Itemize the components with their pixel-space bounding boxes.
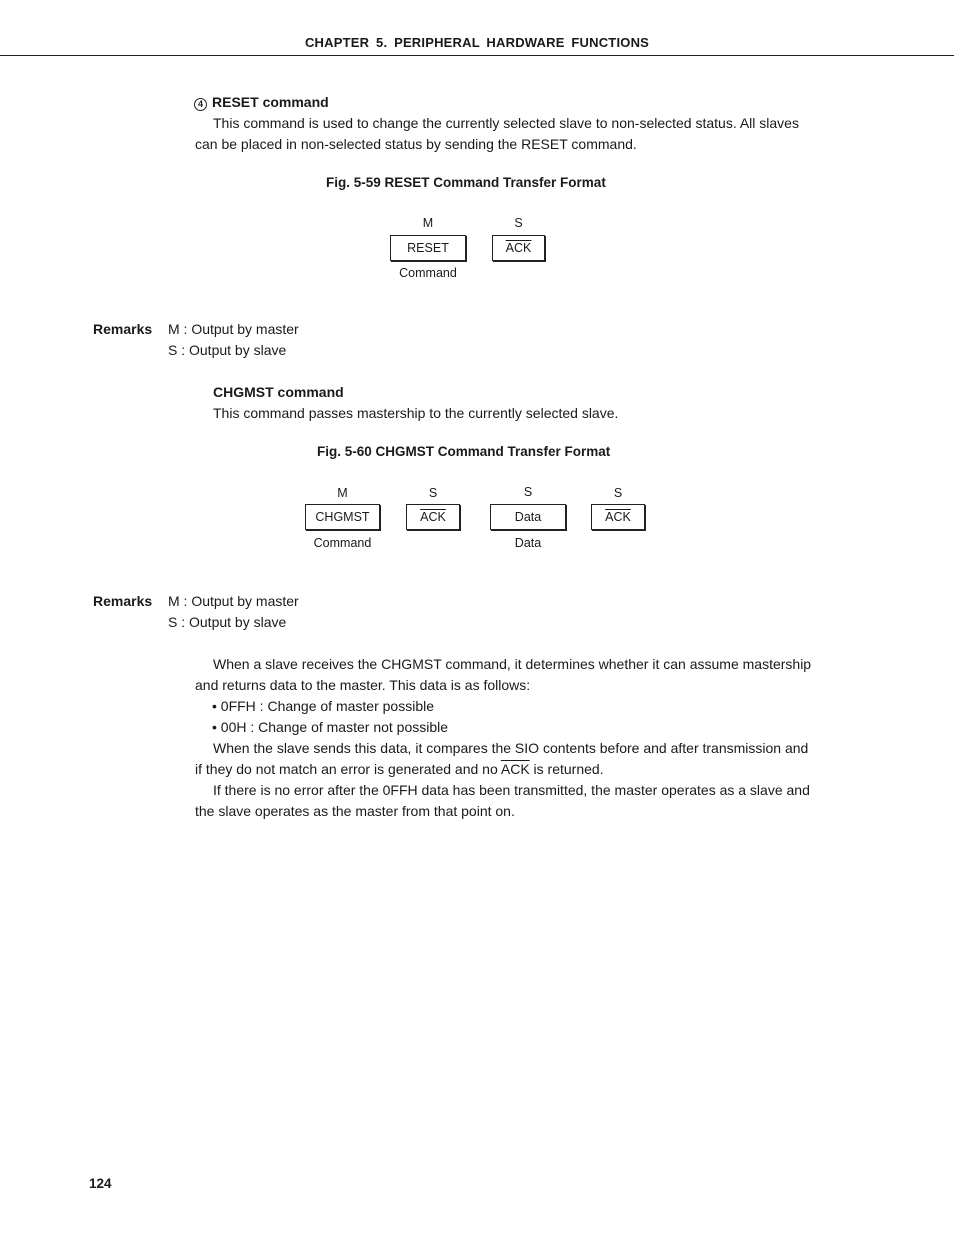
chgmst-title: CHGMST command xyxy=(213,384,344,400)
bullet-0ffh: • 0FFH : Change of master possible xyxy=(212,698,434,714)
fig60-ack-box-2-text: $\overline{ACK}$ xyxy=(605,510,631,524)
header-rule xyxy=(0,55,954,56)
bullet-00h: • 00H : Change of master not possible xyxy=(212,719,449,735)
fig59-col1-label: M xyxy=(422,216,434,230)
fig60-col2-label: S xyxy=(428,486,438,500)
p1-line1: When a slave receives the CHGMST command, it determines whether it can assume mastership xyxy=(213,656,812,672)
p1-line2: and returns data to the master. This data is as follows: xyxy=(195,677,531,693)
fig60-ack-box-1 xyxy=(406,504,460,530)
fig60-ack-box-1-text: $\overline{ACK}$ xyxy=(420,510,446,524)
p2-line1: When the slave sends this data, it compares the SIO contents before and after transmission and xyxy=(213,740,809,756)
fig60-col3-bottom: Data xyxy=(514,536,542,550)
fig59-reset-box-text: RESET xyxy=(407,241,449,255)
remarks2-m: M : Output by master xyxy=(168,593,299,609)
fig59-ack-box xyxy=(492,235,545,261)
fig60-chgmst-box-text: CHGMST xyxy=(315,510,370,524)
fig60-chgmst-box xyxy=(305,504,380,530)
p2-line2-post: is returned. xyxy=(529,761,604,777)
reset-title-text: RESET command xyxy=(212,94,329,110)
fig60-col3-label: S xyxy=(523,485,533,499)
fig59-caption: Fig. 5-59 RESET Command Transfer Format xyxy=(326,175,606,190)
remarks2-label: Remarks xyxy=(93,593,153,609)
fig59-col1-bottom: Command xyxy=(399,266,457,280)
fig60-ack-box-2 xyxy=(591,504,645,530)
remarks1-m: M : Output by master xyxy=(168,321,299,337)
fig59-col2-label: S xyxy=(514,216,523,230)
remarks1-s: S : Output by slave xyxy=(168,342,287,358)
fig60-caption: Fig. 5-60 CHGMST Command Transfer Format xyxy=(317,444,611,459)
fig59-reset-box xyxy=(390,235,466,261)
page-header: CHAPTER 5. PERIPHERAL HARDWARE FUNCTIONS xyxy=(304,35,650,50)
page-number: 124 xyxy=(89,1176,112,1191)
fig60-col1-bottom: Command xyxy=(313,536,372,550)
remarks1-label: Remarks xyxy=(93,321,153,337)
p2-line2 xyxy=(195,759,604,780)
reset-para-line1: This command is used to change the currently selected slave to non-selected status. All slaves xyxy=(213,115,799,131)
chgmst-para-line1: This command passes mastership to the currently selected slave. xyxy=(213,405,619,421)
fig60-data-box xyxy=(490,504,566,530)
remarks2-s: S : Output by slave xyxy=(168,614,287,630)
circled-number-icon: 4 xyxy=(194,98,207,111)
fig60-col4-label: S xyxy=(613,486,623,500)
p2-line2-pre: if they do not match an error is generated and no xyxy=(195,761,501,777)
fig60-data-box-text: Data xyxy=(514,510,542,524)
reset-title xyxy=(194,92,329,113)
p3-line1: If there is no error after the 0FFH data has been transmitted, the master operates as a slave and xyxy=(213,782,810,798)
fig59-ack-box-text: $\overline{ACK}$ xyxy=(505,241,532,255)
fig60-col1-label: M xyxy=(337,486,348,500)
reset-para-line2: can be placed in non-selected status by sending the RESET command. xyxy=(195,136,637,152)
p3-line2: the slave operates as the master from that point on. xyxy=(195,803,515,819)
p2-line2-ack: $\overline{ACK}$ xyxy=(500,761,530,777)
